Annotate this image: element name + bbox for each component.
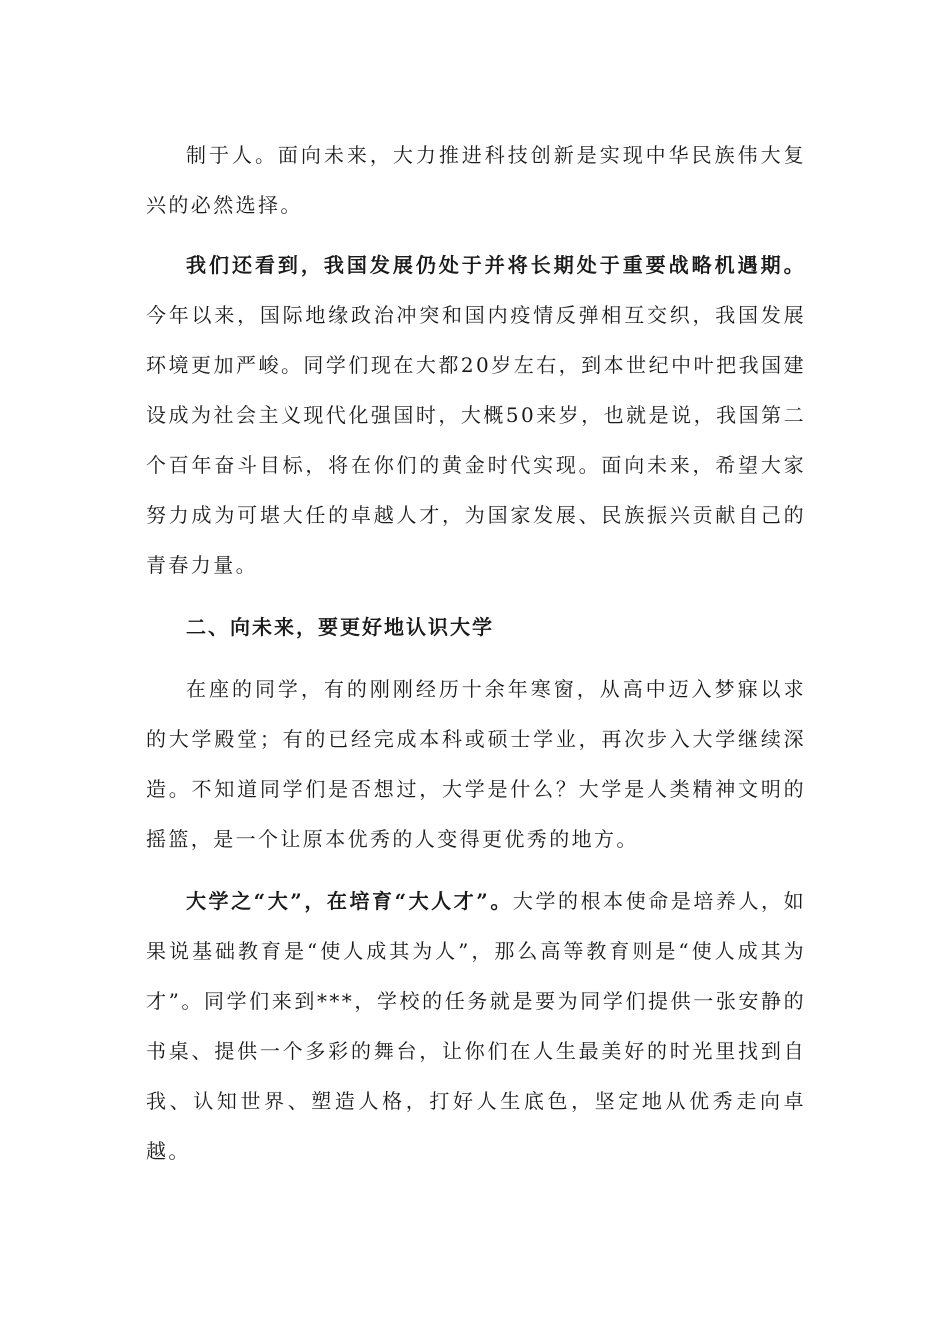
- paragraph-1-text: 制于人。面向未来，大力推进科技创新是实现中华民族伟大复兴的必然选择。: [146, 143, 806, 217]
- paragraph-4: [146, 876, 806, 1176]
- paragraph-3-text: 在座的同学，有的刚刚经历十余年寒窗，从高中迈入梦寐以求的大学殿堂；有的已经完成本科或硕士学业，再次步入大学继续深造。不知道同学们是否想过，大学是什么？大学是人类精神文明的摇篮，是一个让原本优秀的人变得更优秀的地方。: [146, 677, 806, 851]
- paragraph-2-lead: 我们还看到，我国发展仍处于并将长期处于重要战略机遇期。: [186, 253, 806, 277]
- paragraph-3: [146, 664, 806, 864]
- paragraph-4-lead: 大学之“大”，在培育“大人才”。: [186, 889, 513, 913]
- paragraph-4-text: 大学的根本使命是培养人，如果说基础教育是“使人成其为人”，那么高等教育则是“使人成其为才”。同学们来到***，学校的任务就是要为同学们提供一张安静的书桌、提供一个多彩的舞台，让你们在人生最美好的时光里找到自我、认知世界、塑造人格，打好人生底色，坚定地从优秀走向卓越。: [146, 889, 806, 1163]
- paragraph-2: [146, 240, 806, 590]
- paragraph-1: [146, 130, 806, 230]
- paragraph-2-text: 今年以来，国际地缘政治冲突和国内疫情反弹相互交织，我国发展环境更加严峻。同学们现在大都20岁左右，到本世纪中叶把我国建设成为社会主义现代化强国时，大概50来岁，也就是说，我国第二个百年奋斗目标，将在你们的黄金时代实现。面向未来，希望大家努力成为可堪大任的卓越人才，为国家发展、民族振兴贡献自己的青春力量。: [146, 303, 806, 577]
- section-heading-2: 二、向未来，要更好地认识大学: [186, 615, 494, 639]
